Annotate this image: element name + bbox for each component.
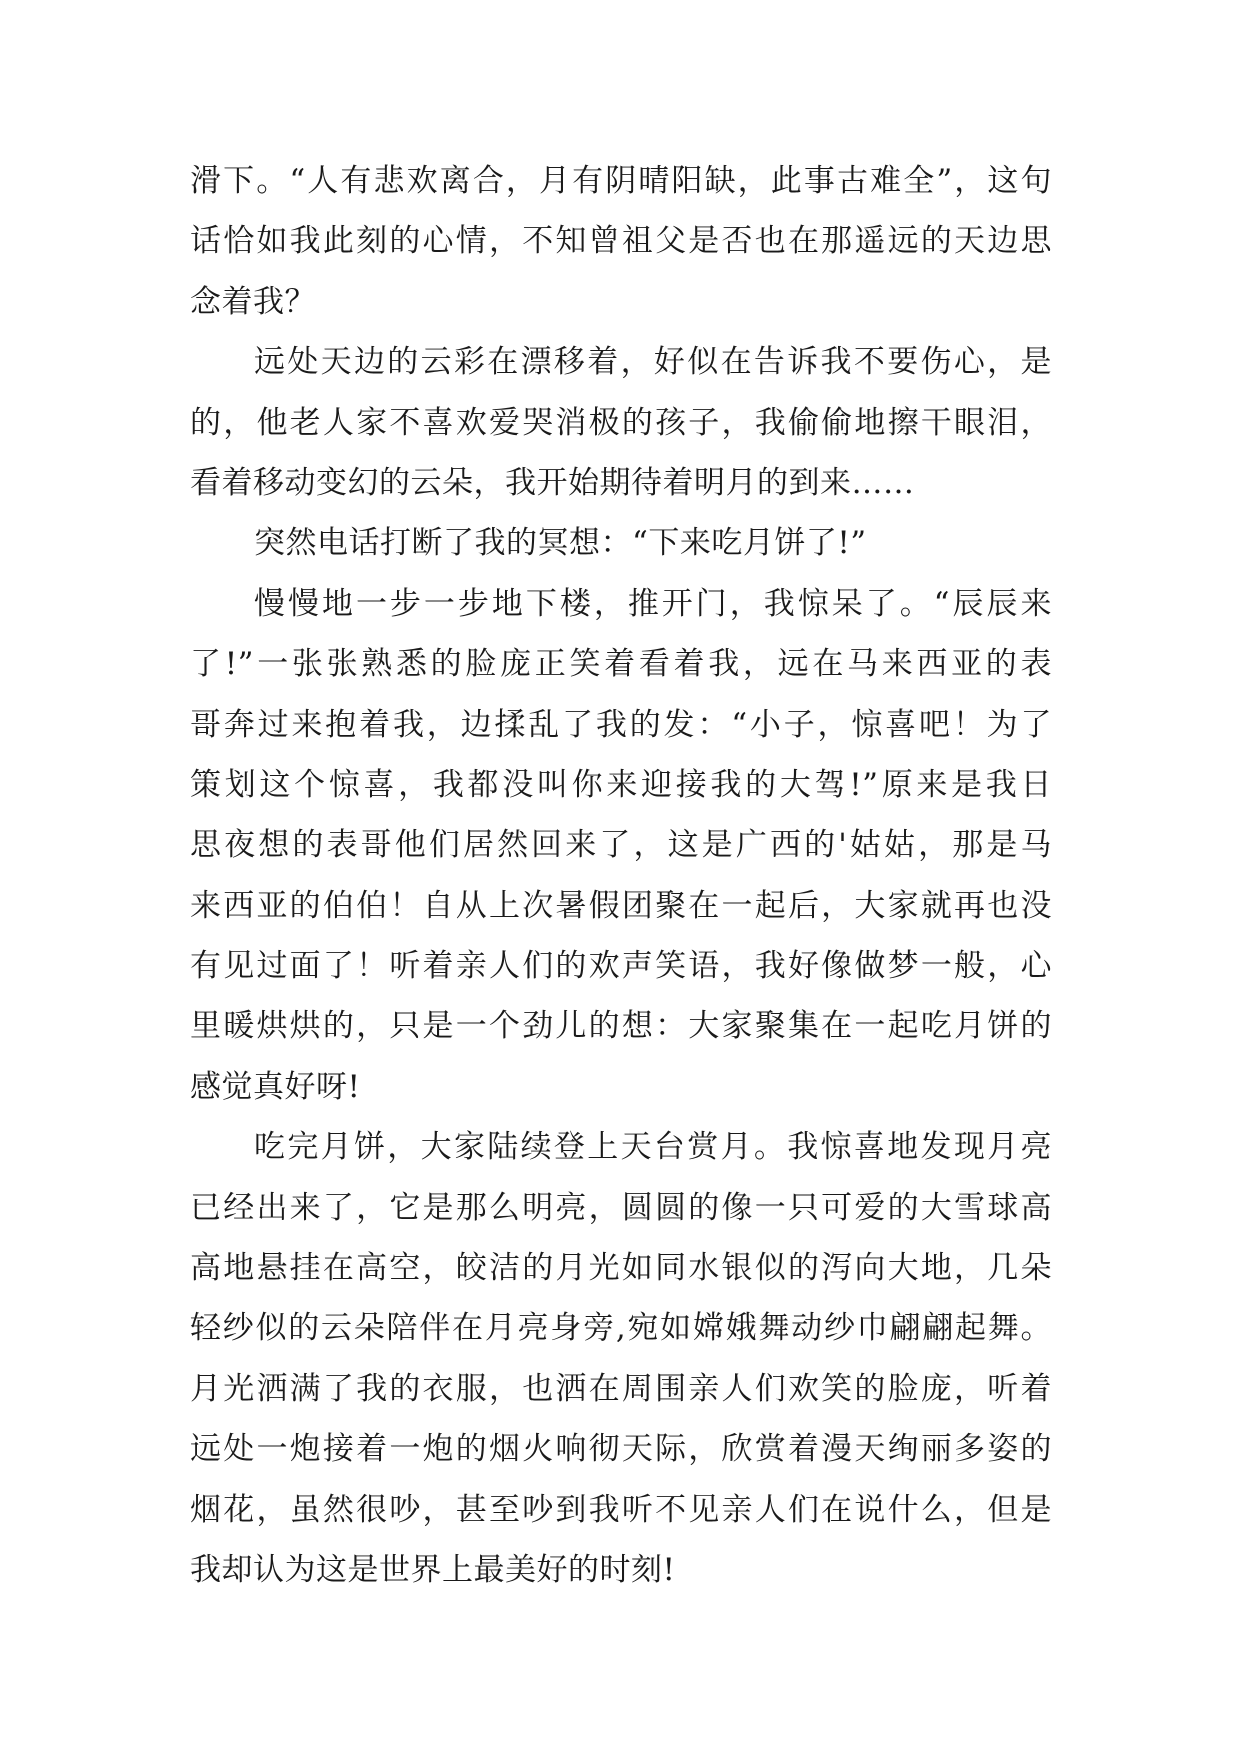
text-line: 看着移动变幻的云朵，我开始期待着明月的到来……: [190, 464, 915, 501]
text-line: 远处一炮接着一炮的烟火响彻天际，欣赏着漫天绚丽多姿的: [190, 1431, 1052, 1468]
text-line: 里暖烘烘的，只是一个劲儿的想：大家聚集在一起吃月饼的: [190, 1008, 1052, 1045]
text-line: 慢慢地一步一步地下楼，推开门，我惊呆了。“辰辰来: [254, 585, 1052, 622]
text-line: 思夜想的表哥他们居然回来了，这是广西的'姑姑，那是马: [190, 827, 1052, 864]
text-line: 突然电话打断了我的冥想：“下来吃月饼了!”: [254, 525, 867, 562]
text-line: 滑下。“人有悲欢离合，月有阴晴阳缺，此事古难全”，这句: [190, 163, 1052, 199]
text-line: 我却认为这是世界上最美好的时刻!: [190, 1551, 676, 1588]
essay-body: [190, 151, 1052, 1600]
text-line: 了!”一张张熟悉的脸庞正笑着看着我，远在马来西亚的表: [190, 646, 1052, 683]
text-line: 吃完月饼，大家陆续登上天台赏月。我惊喜地发现月亮: [254, 1129, 1052, 1166]
text-line: 策划这个惊喜，我都没叫你来迎接我的大驾!”原来是我日: [190, 766, 1052, 803]
text-line: 轻纱似的云朵陪伴在月亮身旁,宛如嫦娥舞动纱巾翩翩起舞。: [190, 1310, 1052, 1347]
text-line: 月光洒满了我的衣服，也洒在周围亲人们欢笑的脸庞，听着: [190, 1370, 1052, 1407]
text-line: 有见过面了！听着亲人们的欢声笑语，我好像做梦一般，心: [190, 948, 1052, 985]
text-line: 来西亚的伯伯！自从上次暑假团聚在一起后，大家就再也没: [190, 887, 1052, 924]
text-line: 的，他老人家不喜欢爱哭消极的孩子，我偷偷地擦干眼泪，: [190, 404, 1052, 441]
text-line: 已经出来了，它是那么明亮，圆圆的像一只可爱的大雪球高: [190, 1189, 1052, 1226]
text-line: 话恰如我此刻的心情，不知曾祖父是否也在那遥远的天边思: [190, 223, 1052, 260]
text-line: 念着我？: [190, 283, 316, 320]
text-line: 烟花，虽然很吵，甚至吵到我听不见亲人们在说什么，但是: [190, 1491, 1052, 1528]
text-line: 哥奔过来抱着我，边揉乱了我的发：“小子，惊喜吧！为了: [190, 706, 1052, 743]
text-line: 远处天边的云彩在漂移着，好似在告诉我不要伤心，是: [254, 344, 1052, 381]
text-line: 感觉真好呀!: [190, 1068, 361, 1105]
text-line: 高地悬挂在高空，皎洁的月光如同水银似的泻向大地，几朵: [190, 1250, 1052, 1287]
